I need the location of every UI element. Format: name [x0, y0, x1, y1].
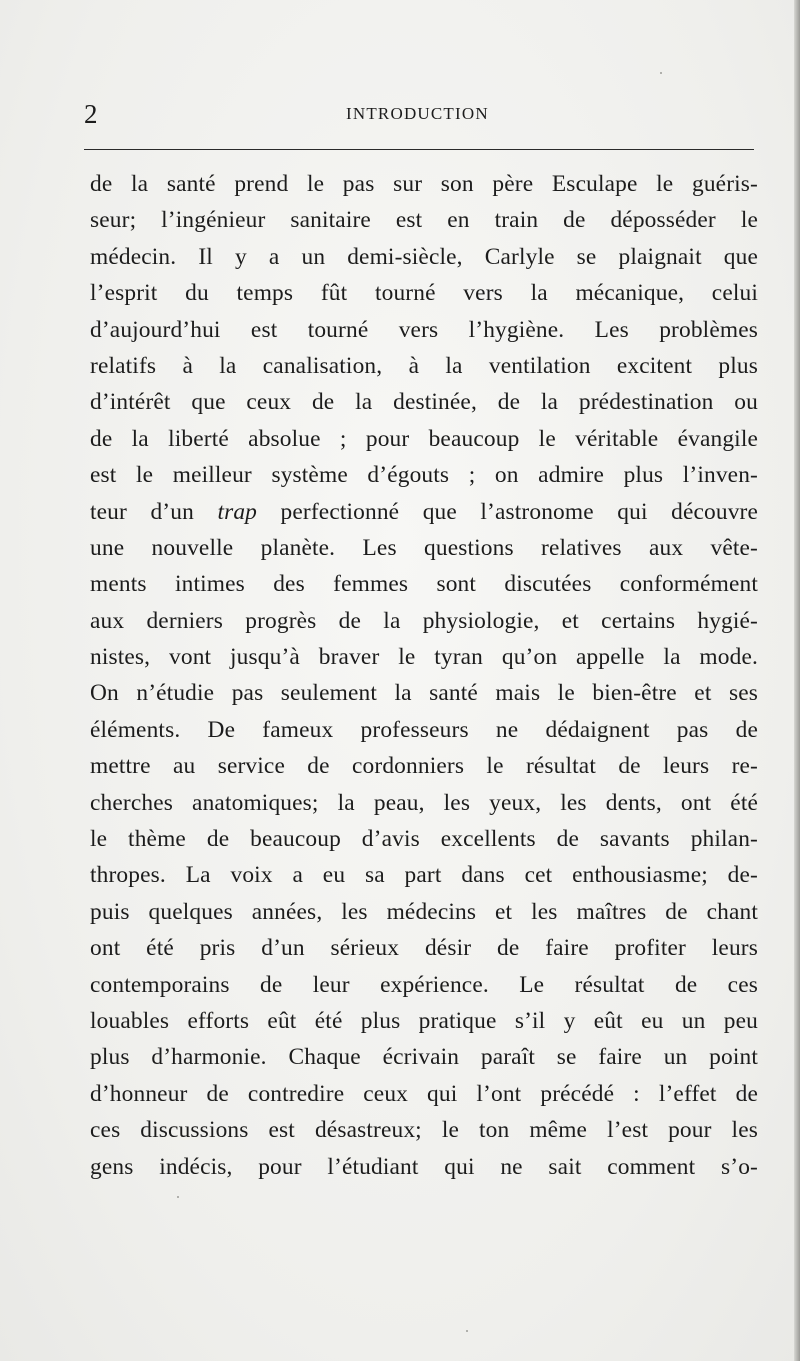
- text-line: gens indécis, pour l’étudiant qui ne sait comment s’o-: [90, 1153, 758, 1180]
- text-line: médecin. Il y a un demi-siècle, Carlyle se plaignait que: [90, 243, 758, 270]
- text-line: louables efforts eût été plus pratique s’il y eût eu un peu: [90, 1007, 758, 1034]
- text-line: nistes, vont jusqu’à braver le tyran qu’on appelle la mode.: [90, 644, 758, 671]
- text-line: relatifs à la canalisation, à la ventilation excitent plus: [90, 352, 758, 379]
- text-line: seur; l’ingénieur sanitaire est en train de déposséder le: [90, 207, 758, 234]
- text-line: thropes. La voix a eu sa part dans cet enthousiasme; de-: [90, 862, 758, 889]
- paper-speck: [660, 72, 662, 74]
- text-segment: perfectionné que l’astronome qui découvre: [280, 498, 759, 525]
- text-line: puis quelques années, les médecins et les maîtres de chant: [90, 898, 758, 925]
- paper-speck: [466, 1330, 468, 1332]
- page-edge: [794, 0, 800, 1361]
- body-text: [90, 166, 758, 1185]
- text-line: plus d’harmonie. Chaque écrivain paraît se faire un point: [90, 1044, 758, 1071]
- text-line: contemporains de leur expérience. Le résultat de ces: [90, 971, 758, 998]
- text-line: aux derniers progrès de la physiologie, et certains hygié-: [90, 607, 758, 634]
- page-header: [84, 96, 754, 136]
- text-line: ces discussions est désastreux; le ton même l’est pour les: [90, 1117, 758, 1144]
- text-line: d’intérêt que ceux de la destinée, de la prédestination ou: [90, 389, 758, 416]
- text-segment: teur d’un: [90, 498, 194, 525]
- text-line: éléments. De fameux professeurs ne dédaignent pas de: [90, 716, 758, 743]
- paper-speck: [177, 1196, 179, 1198]
- text-line: ont été pris d’un sérieux désir de faire profiter leurs: [90, 935, 758, 962]
- text-line: d’honneur de contredire ceux qui l’ont précédé : l’effet de: [90, 1080, 758, 1107]
- text-line: de la santé prend le pas sur son père Esculape le guéris-: [90, 171, 758, 197]
- page-number: 2: [84, 99, 99, 129]
- text-line: d’aujourd’hui est tourné vers l’hygiène. Les problèmes: [90, 316, 758, 343]
- text-line-mixed: [90, 494, 758, 530]
- text-line: une nouvelle planète. Les questions relatives aux vête-: [90, 534, 758, 561]
- text-line: est le meilleur système d’égouts ; on admire plus l’inven-: [90, 462, 758, 489]
- text-line: mettre au service de cordonniers le résultat de leurs re-: [90, 753, 758, 780]
- text-line: de la liberté absolue ; pour beaucoup le véritable évangile: [90, 425, 758, 452]
- running-head: INTRODUCTION: [346, 104, 489, 123]
- text-line: ments intimes des femmes sont discutées conformément: [90, 571, 758, 598]
- text-line: le thème de beaucoup d’avis excellents de savants philan-: [90, 826, 758, 853]
- text-line: cherches anatomiques; la peau, les yeux, les dents, ont été: [90, 789, 758, 816]
- italic-term: trap: [217, 498, 258, 525]
- text-line: On n’étudie pas seulement la santé mais le bien-être et ses: [90, 680, 758, 707]
- text-line: l’esprit du temps fût tourné vers la mécanique, celui: [90, 280, 758, 307]
- header-rule: [84, 149, 754, 150]
